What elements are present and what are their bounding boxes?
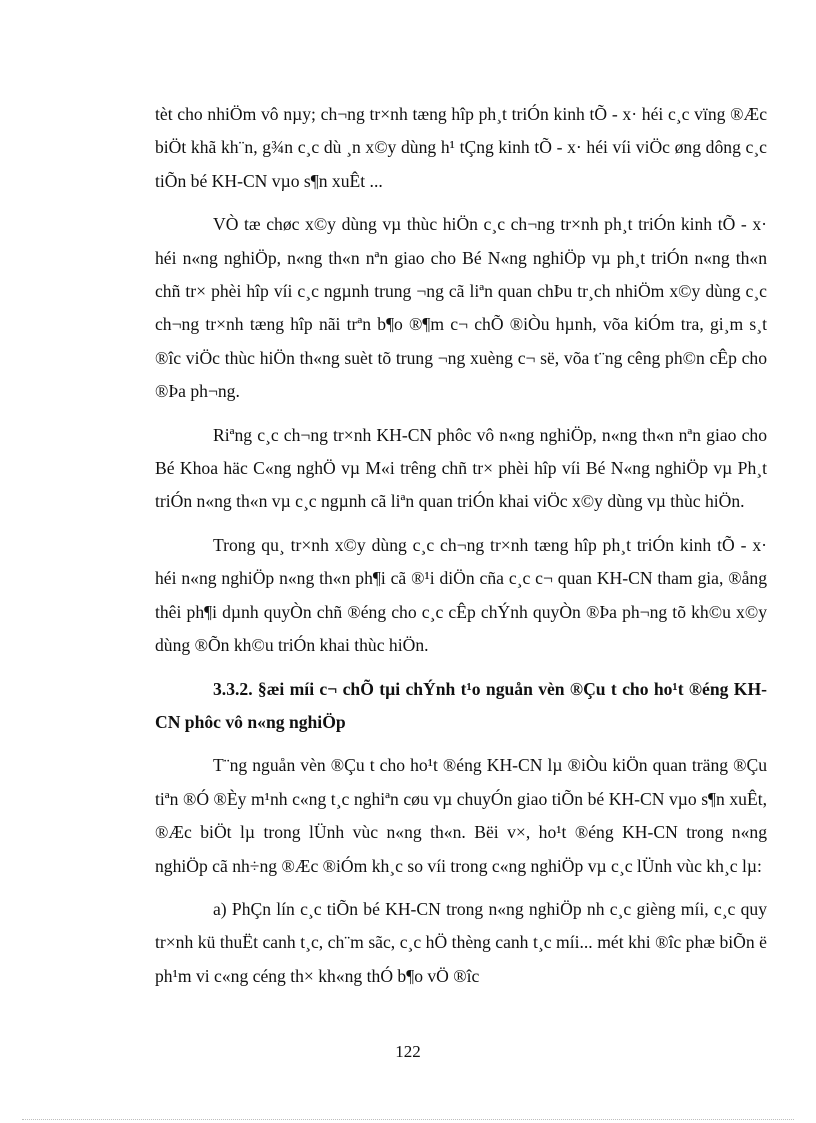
paragraph-4: Trong qu¸ tr×nh x©y dùng c¸c ch¬ng tr×nh tæng hîp ph¸t triÓn kinh tÕ - x· héi n«ng nghiÖp n«ng th«n ph¶i cã ®¹i diÖn cña c¸c c¬ quan KH-CN tham gia, ®ång thêi ph¶i dµnh quyÒn chñ ®éng cho c¸c cÊp chÝnh quyÒn ®Þa ph¬ng tõ kh©u x©y dùng ®Õn kh©u triÓn khai thùc hiÖn. [155,534,767,656]
page-number: 122 [395,1042,421,1061]
paragraph-3: Riªng c¸c ch¬ng tr×nh KH-CN phôc vô n«ng nghiÖp, n«ng th«n nªn giao cho Bé Khoa häc C«ng nghÖ vµ M«i trêng chñ tr× phèi hîp víi Bé N«ng nghiÖp vµ Ph¸t triÓn n«ng th«n vµ c¸c ngµnh cã liªn quan triÓn khai viÖc x©y dùng vµ thùc hiÖn. [155,424,767,512]
page-bottom-border [22,1119,794,1120]
paragraph-1: tèt cho nhiÖm vô nµy; ch¬ng tr×nh tæng hîp ph¸t triÓn kinh tÕ - x· héi c¸c vïng ®Æc biÖt khã kh¨n, g¾n c¸c dù ¸n x©y dùng h¹ tÇng kinh tÕ - x· héi víi viÖc øng dông c¸c tiÕn bé KH-CN vµo s¶n xuÊt ... [155,104,767,191]
section-heading: 3.3.2. §æi míi c¬ chÕ tµi chÝnh t¹o nguån vèn ®Çu t cho ho¹t ®éng KH-CN phôc vô n«ng nghiÖp [155,678,767,732]
page-content [155,98,767,1003]
paragraph-5: T¨ng nguån vèn ®Çu t cho ho¹t ®éng KH-CN lµ ®iÒu kiÖn quan träng ®Çu tiªn ®Ó ®Èy m¹nh c«ng t¸c nghiªn cøu vµ chuyÓn giao tiÕn bé KH-CN vµo s¶n xuÊt, ®Æc biÖt lµ trong lÜnh vùc n«ng th«n. Bëi v×, ho¹t ®éng KH-CN trong n«ng nghiÖp cã nh÷ng ®Æc ®iÓm kh¸c so víi trong c«ng nghiÖp vµ c¸c lÜnh vùc kh¸c lµ: [155,755,767,876]
paragraph-6: a) PhÇn lín c¸c tiÕn bé KH-CN trong n«ng nghiÖp nh c¸c gièng míi, c¸c quy tr×nh kü thuËt canh t¸c, ch¨m sãc, c¸c hÖ thèng canh t¸c míi... mét khi ®îc phæ biÕn ë ph¹m vi c«ng céng th× kh«ng thÓ b¶o vÖ ®îc [155,898,767,986]
paragraph-2: VÒ tæ chøc x©y dùng vµ thùc hiÖn c¸c ch¬ng tr×nh ph¸t triÓn kinh tÕ - x· héi n«ng nghiÖp, n«ng th«n nªn giao cho Bé N«ng nghiÖp vµ ph¸t triÓn n«ng th«n chñ tr× phèi hîp víi c¸c ngµnh trung ¬ng cã liªn quan chÞu tr¸ch nhiÖm x©y dùng c¸c ch¬ng tr×nh tæng hîp nãi trªn b¶o ®¶m c¬ chÕ ®iÒu hµnh, võa kiÓm tra, gi¸m s¸t ®îc viÖc thùc hiÖn th«ng suèt tõ trung ¬ng xuèng c¬ së, võa t¨ng cêng ph©n cÊp cho ®Þa ph¬ng. [155,214,767,402]
